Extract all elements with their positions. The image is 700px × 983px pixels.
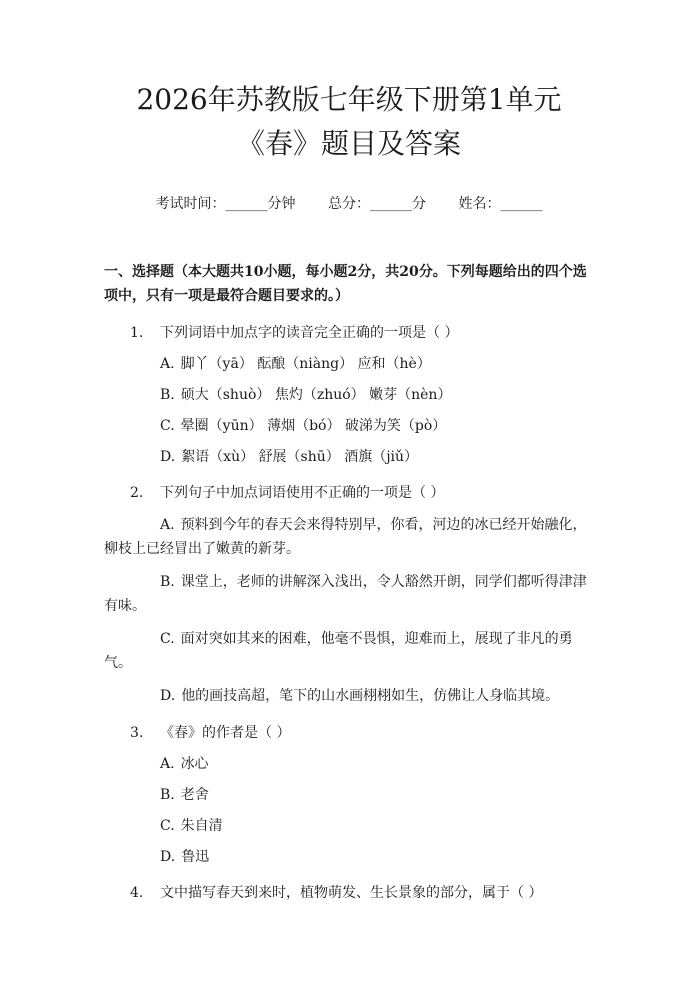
option-1d [104,446,594,468]
exam-meta [104,194,594,214]
document-page [0,78,700,983]
option-text: 晕圈（yūn） 薄烟（bó） 破涕为笑（pò） [180,418,447,434]
option-letter: A. [160,756,175,772]
student-name-field: 姓名：______ [458,196,543,212]
question-number: 2. [130,485,144,501]
option-text: 课堂上，老师的讲解深入浅出，令人豁然开朗，同学们都听得津津有味。 [104,574,587,614]
option-2d [104,684,594,708]
option-1b [104,384,594,406]
option-text: 硕大（shuò） 焦灼（zhuó） 嫩芽（nèn） [180,387,452,403]
total-score-field: 总分：______分 [328,196,426,212]
option-text: 老舍 [180,787,209,803]
option-1a [104,353,594,375]
option-3c [104,815,594,837]
option-text: 预料到今年的春天会来得特别早，你看，河边的冰已经开始融化，柳枝上已经冒出了嫩黄的新芽。 [104,517,587,557]
question-number: 4. [130,885,144,901]
option-letter: B. [160,787,175,803]
option-letter: D. [160,449,176,465]
exam-time-field: 考试时间：______分钟 [155,196,296,212]
option-text: 他的画技高超，笔下的山水画栩栩如生，仿佛让人身临其境。 [181,688,560,704]
question-2 [104,482,594,504]
section-heading: 一、选择题（本大题共10小题，每小题2分，共20分。下列每题给出的四个选项中，只有一项是最符合题目要求的。） [104,264,587,304]
document-title: 2026年苏教版七年级下册第1单元《春》题目及答案 [136,83,562,160]
option-text: 絮语（xù） 舒展（shū） 酒旗（jiǔ） [181,449,419,465]
question-text: 文中描写春天到来时，植物萌发、生长景象的部分，属于（ ） [160,885,543,901]
question-4 [104,882,594,904]
question-number: 3. [130,725,144,741]
question-1 [104,322,594,344]
option-3d [104,846,594,868]
question-text: 下列词语中加点字的读音完全正确的一项是（ ） [160,325,459,341]
question-number: 1. [130,325,144,341]
option-letter: A. [160,517,175,533]
option-text: 朱自清 [180,818,223,834]
option-1c [104,415,594,437]
option-2c [104,627,594,675]
question-text: 下列句子中加点词语使用不正确的一项是（ ） [160,485,445,501]
option-letter: C. [160,818,175,834]
option-letter: B. [160,387,175,403]
question-text: 《春》的作者是（ ） [160,725,291,741]
option-letter: A. [160,356,175,372]
option-text: 面对突如其来的困难，他毫不畏惧，迎难而上，展现了非凡的勇气。 [104,631,573,671]
option-text: 脚丫（yā） 酝酿（niàng） 应和（hè） [180,356,431,372]
option-2a [104,513,594,561]
option-letter: B. [160,574,175,590]
option-text: 鲁迅 [181,849,210,865]
option-text: 冰心 [180,756,209,772]
option-3a [104,753,594,775]
option-2b [104,570,594,618]
option-3b [104,784,594,806]
option-letter: D. [160,688,176,704]
option-letter: C. [160,631,175,647]
option-letter: D. [160,849,176,865]
option-letter: C. [160,418,175,434]
question-3 [104,722,594,744]
